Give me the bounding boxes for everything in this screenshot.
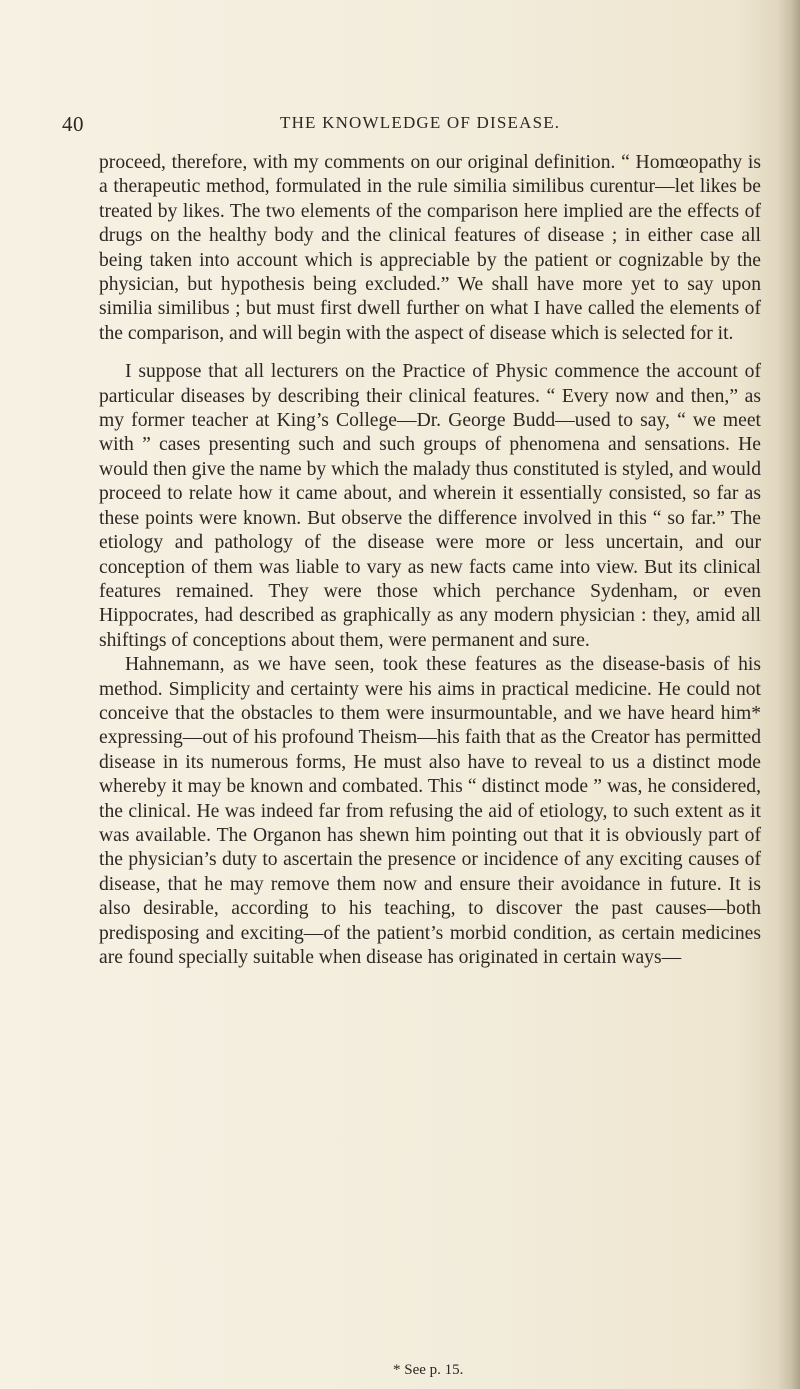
paragraph-hahnemann: Hahnemann, as we have seen, took these features as the disease-basis of his method. Simplicity and certainty were his aims in practical medicine. He could not conceive that the obstacles to them were insurmountable, and we have heard him* expressing—out of his profound Theism—his faith that as the Creator has permitted disease in its numerous forms, He must also have to reveal to us a distinct mode whereby it may be known and combated. This “ distinct mode ” was, he considered, the clinical. He was indeed far from refusing the aid of etiology, to such extent as it was available. The Organon has shewn him pointing out that it is obviously part of the physician’s duty to ascertain the presence or incidence of any exciting causes of disease, that he may remove them now and ensure their avoidance in future. It is also desirable, according to his teaching, to discover the past causes—both predisposing and exciting—of the patient’s morbid condition, as certain medicines are found specially suitable when disease has originated in certain ways—: [99, 654, 761, 968]
footnote: * See p. 15.: [393, 1362, 464, 1378]
running-title: THE KNOWLEDGE OF DISEASE.: [280, 113, 561, 132]
body-text: [99, 151, 761, 970]
running-head: [62, 112, 762, 136]
page-edge-shadow: [778, 0, 800, 1389]
paragraph-continued: proceed, therefore, with my comments on our original definition. “ Homœopathy is a therapeutic method, formulated in the rule similia similibus curentur—let likes be treated by likes. The two elements of the comparison here implied are the effects of drugs on the healthy body and the clinical features of disease ; in either case all being taken into account which is appreciable by the patient or cognizable by the physician, but hypothesis being excluded.” We shall have more yet to say upon similia similibus ; but must first dwell further on what I have called the elements of the comparison, and will begin with the aspect of disease which is selected for it.: [99, 152, 761, 344]
page-number: 40: [62, 112, 84, 136]
paragraph-lecturers: I suppose that all lecturers on the Practice of Physic commence the account of particular diseases by describing their clinical features. “ Every now and then,” as my former teacher at King’s College—Dr. George Budd—used to say, “ we meet with ” cases presenting such and such groups of phenomena and sensations. He would then give the name by which the malady thus constituted is styled, and would proceed to relate how it came about, and wherein it essentially consisted, so far as these points were known. But observe the difference involved in this “ so far.” The etiology and pathology of the disease were more or less uncertain, and our conception of them was liable to vary as new facts came into view. But its clinical features remained. They were those which perchance Sydenham, or even Hippocrates, had described as graphically as any modern physician : they, amid all shiftings of conceptions about them, were permanent and sure.: [99, 361, 761, 651]
